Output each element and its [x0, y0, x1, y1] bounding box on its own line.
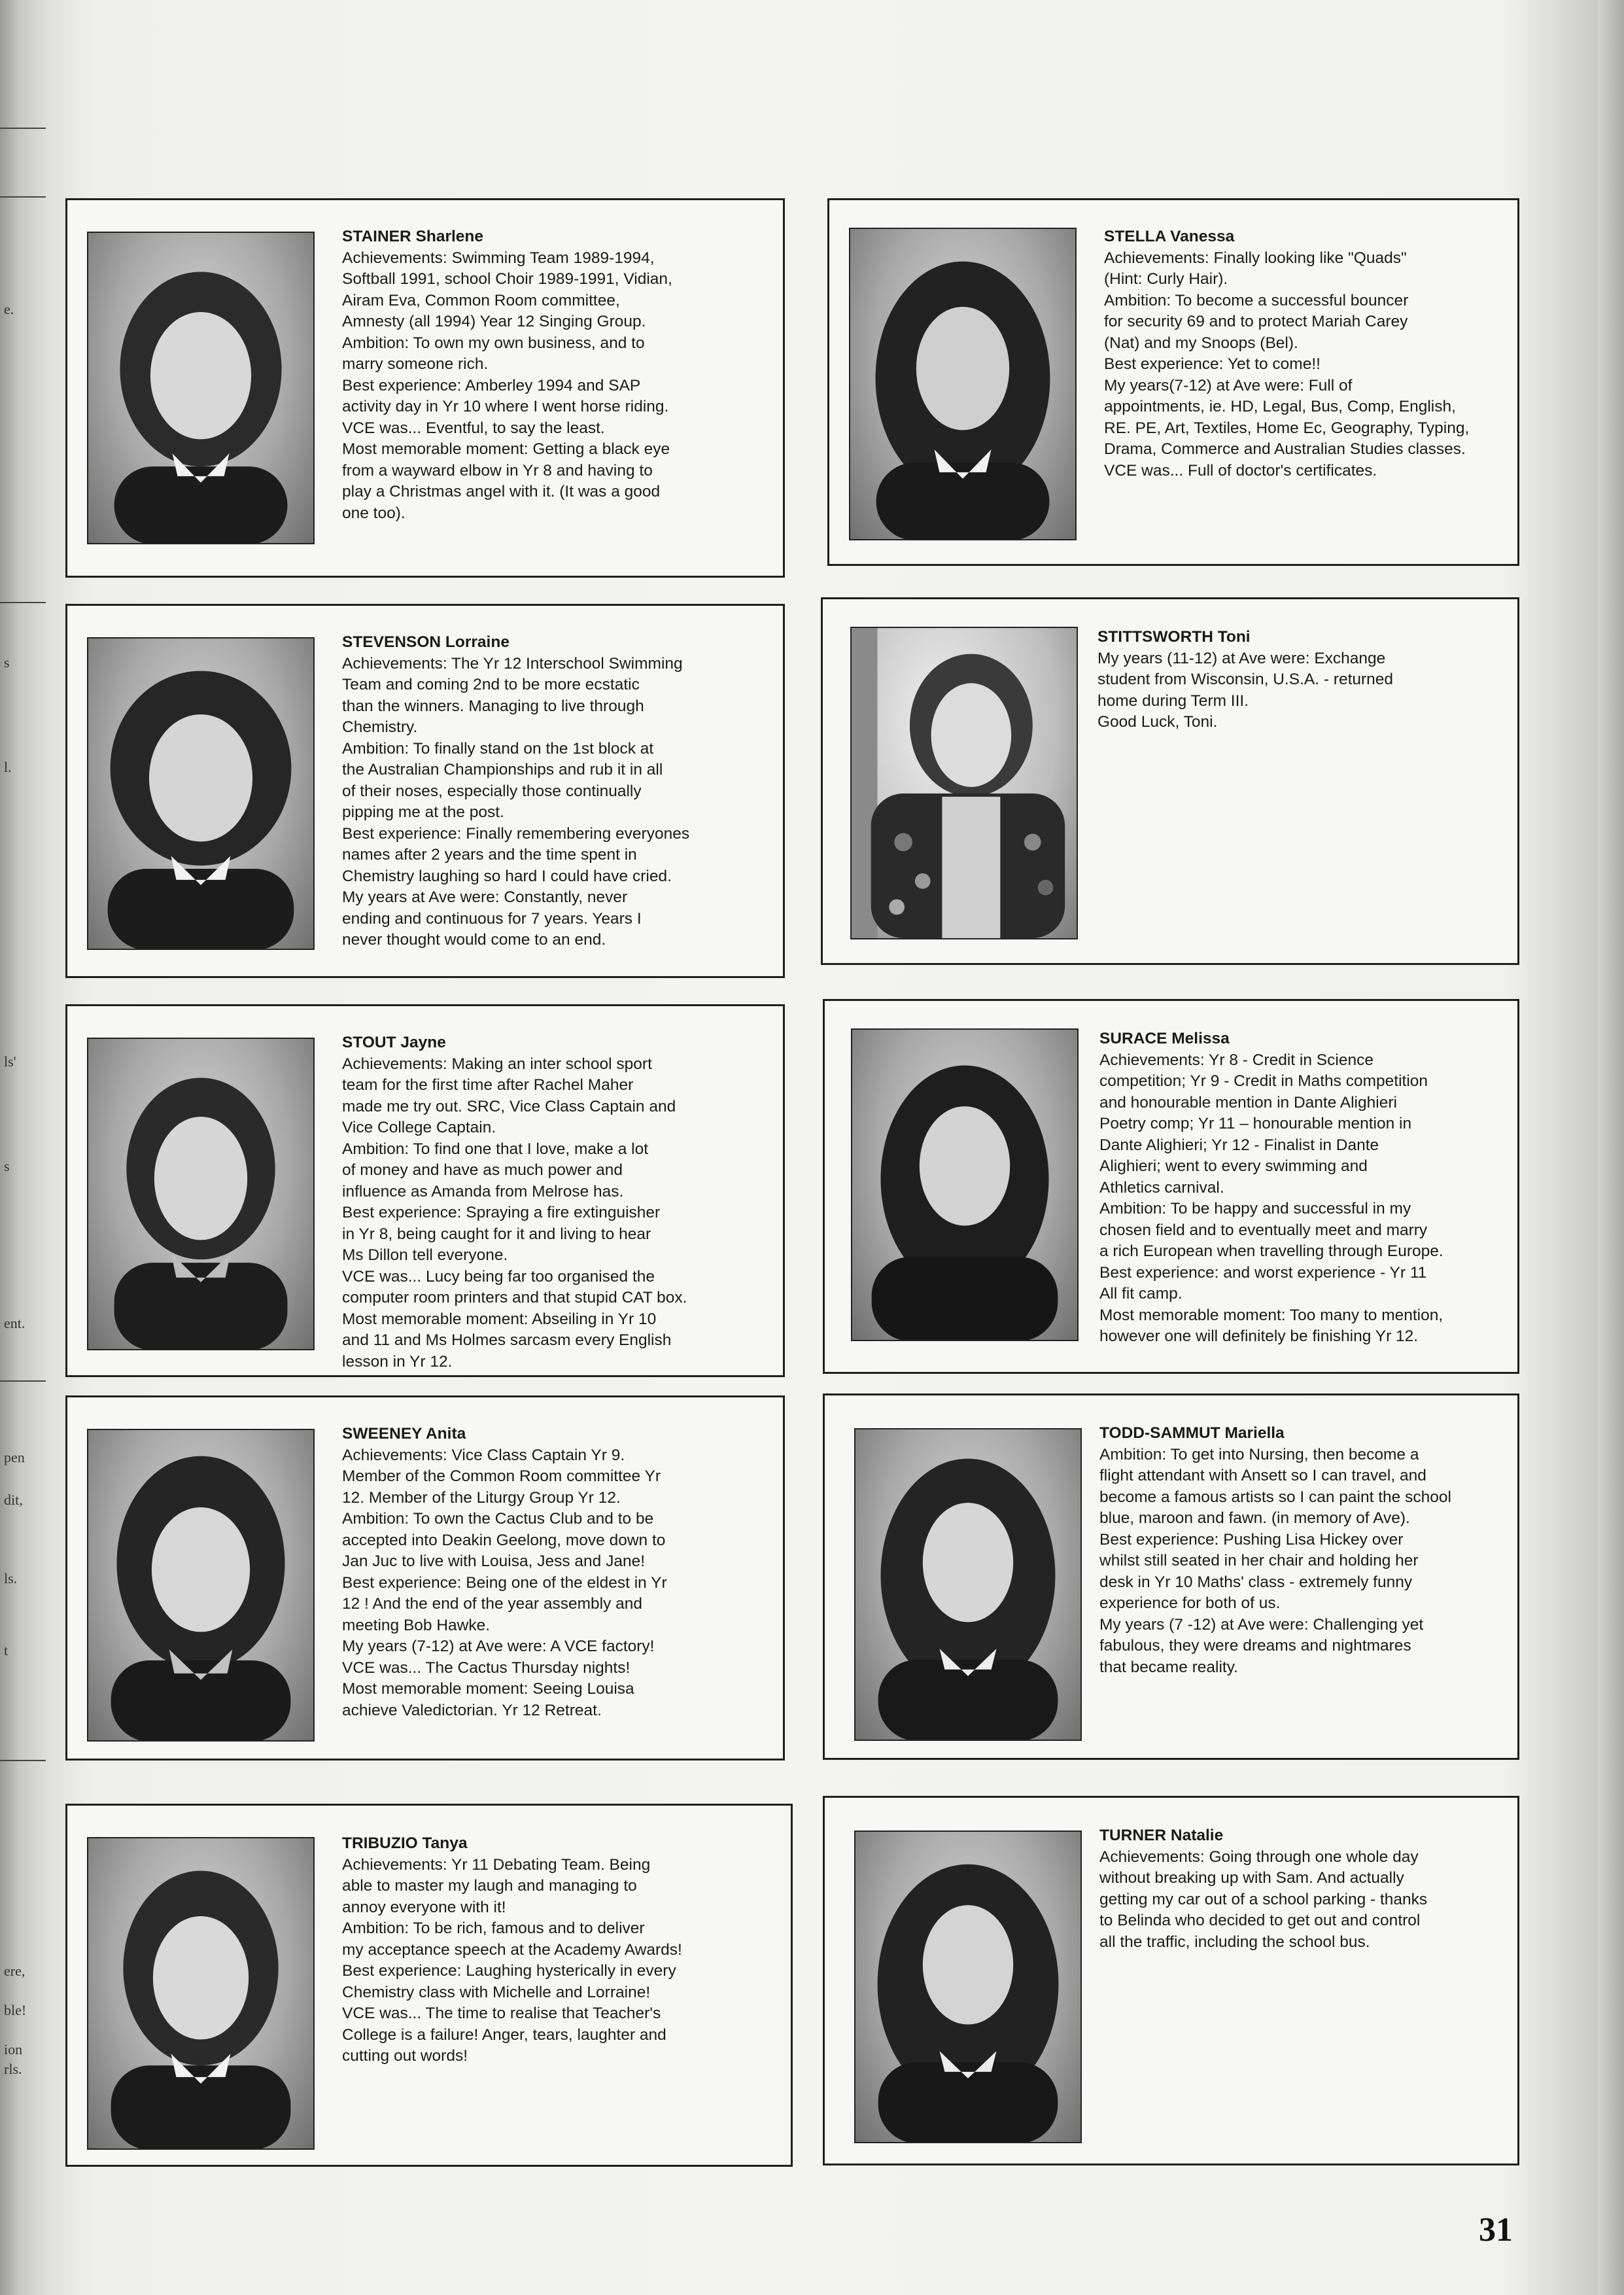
bio-line: Most memorable moment: Abseiling in Yr 10 [342, 1310, 657, 1328]
bio-line: Achievements: The Yr 12 Interschool Swimming [342, 654, 683, 673]
bio-line: experience for both of us. [1099, 1594, 1281, 1612]
bio-line: Achievements: Finally looking like "Quads" [1104, 249, 1407, 267]
prev-page-fragment: s [4, 1158, 10, 1174]
student-name: STAINER Sharlene [342, 228, 484, 245]
bio-line: appointments, ie. HD, Legal, Bus, Comp, English, [1104, 398, 1456, 415]
bio-line: Achievements: Yr 11 Debating Team. Being [342, 1855, 651, 1874]
student-photo [854, 1428, 1082, 1741]
student-bio [1099, 1825, 1492, 1953]
bio-line: play a Christmas angel with it. (It was a good [342, 483, 661, 500]
student-bio [1099, 1028, 1492, 1348]
student-card-sweeney [65, 1395, 785, 1761]
bio-line: VCE was... The time to realise that Teacher's [342, 2005, 661, 2022]
student-bio [342, 632, 734, 951]
bio-line: College is a failure! Anger, tears, laughter and [342, 2025, 666, 2044]
prev-page-fragment: pen [4, 1449, 25, 1465]
bio-line: Ambition: To get into Nursing, then become a [1099, 1445, 1419, 1463]
bio-line: Best experience: Being one of the eldest in Yr [342, 1573, 667, 1592]
prev-page-fragment: s [4, 654, 10, 671]
bio-line: from a wayward elbow in Yr 8 and having to [342, 461, 653, 480]
bio-line: blue, maroon and fawn. (in memory of Ave). [1099, 1509, 1410, 1527]
student-card-stella [827, 198, 1519, 566]
student-name: TRIBUZIO Tanya [342, 1834, 468, 1852]
bio-line: My years at Ave were: Constantly, never [342, 888, 628, 906]
bio-line: VCE was... The Cactus Thursday nights! [342, 1658, 631, 1677]
student-card-todd-sammut [823, 1393, 1519, 1760]
bio-line: activity day in Yr 10 where I went horse riding. [342, 398, 669, 415]
student-name: SWEENEY Anita [342, 1425, 466, 1443]
student-card-tribuzio [65, 1804, 793, 2167]
bio-line: chosen field and to eventually meet and marry [1099, 1221, 1428, 1239]
prev-page-fragment: dit, [4, 1492, 23, 1508]
bio-line: Vice College Captain. [342, 1119, 496, 1136]
student-card-surace [823, 999, 1519, 1374]
prev-page-fragment: ion [4, 2041, 23, 2058]
bio-line: Dante Alighieri; Yr 12 - Finalist in Dante [1099, 1136, 1379, 1154]
bio-line: become a famous artists so I can paint the school [1099, 1488, 1451, 1506]
bio-line: Best experience: Pushing Lisa Hickey over [1099, 1530, 1404, 1549]
bio-line: My years (7 -12) at Ave were: Challenging yet [1099, 1615, 1424, 1634]
bio-line: 12 ! And the end of the year assembly and [342, 1595, 643, 1613]
prev-page-fragment: ls. [4, 1570, 18, 1586]
bio-line: pipping me at the post. [342, 803, 504, 821]
bio-line: (Hint: Curly Hair). [1104, 270, 1228, 288]
bio-line: however one will definitely be finishing Yr 12. [1099, 1327, 1419, 1345]
bio-line: My years (11-12) at Ave were: Exchange [1097, 649, 1386, 667]
bio-line: Chemistry laughing so hard I could have cried. [342, 867, 672, 885]
bio-line: names after 2 years and the time spent in [342, 846, 637, 864]
student-card-stainer [65, 198, 785, 578]
bio-line: Best experience: Finally remembering everyones [342, 824, 690, 843]
bio-line: Best experience: Spraying a fire extinguisher [342, 1204, 661, 1221]
student-bio [342, 1424, 734, 1721]
bio-line: all the traffic, including the school bus. [1099, 1933, 1370, 1951]
bio-line: Best experience: Amberley 1994 and SAP [342, 376, 641, 394]
bio-line: Best experience: Yet to come!! [1104, 355, 1321, 373]
bio-line: Ambition: To become a successful bouncer [1104, 291, 1409, 309]
student-name: TURNER Natalie [1099, 1827, 1224, 1844]
bio-line: that became reality. [1099, 1658, 1238, 1676]
prev-page-fragment: ble! [4, 2002, 27, 2018]
prev-page-rule [0, 602, 46, 603]
bio-line: of their noses, especially those continually [342, 782, 642, 800]
bio-line: Alighieri; went to every swimming and [1099, 1157, 1368, 1175]
prev-page-rule [0, 128, 46, 129]
bio-line: Jan Juc to live with Louisa, Jess and Jane! [342, 1552, 646, 1570]
bio-line: Achievements: Making an inter school sport [342, 1055, 652, 1073]
bio-line: Softball 1991, school Choir 1989-1991, Vidian, [342, 270, 672, 288]
bio-line: made me try out. SRC, Vice Class Captain and [342, 1097, 676, 1115]
bio-line: my acceptance speech at the Academy Awards! [342, 1940, 682, 1959]
prev-page-fragment: t [4, 1642, 9, 1658]
student-name: STOUT Jayne [342, 1034, 446, 1051]
student-card-stevenson [65, 604, 785, 978]
bio-line: Best experience: and worst experience - Yr 11 [1099, 1263, 1427, 1282]
prev-page-fragment: ent. [4, 1315, 26, 1331]
prev-page-fragment: ere, [4, 1963, 26, 1979]
bio-line: and honourable mention in Dante Alighieri [1099, 1093, 1397, 1112]
bio-line: competition; Yr 9 - Credit in Maths competition [1099, 1072, 1428, 1090]
bio-line: the Australian Championships and rub it in all [342, 761, 663, 779]
bio-line: Most memorable moment: Too many to mention, [1099, 1306, 1443, 1324]
bio-line: My years (7-12) at Ave were: A VCE factory! [342, 1638, 655, 1655]
bio-line: one too). [342, 504, 406, 522]
student-bio [1104, 226, 1496, 482]
prev-page-fragment: ls' [4, 1053, 16, 1070]
bio-line: annoy everyone with it! [342, 1898, 506, 1916]
bio-line: accepted into Deakin Geelong, move down to [342, 1531, 666, 1549]
bio-line: able to master my laugh and managing to [342, 1877, 637, 1895]
bio-line: Poetry comp; Yr 11 – honourable mention in [1099, 1115, 1412, 1132]
bio-line: marry someone rich. [342, 355, 489, 373]
bio-line: student from Wisconsin, U.S.A. - returned [1097, 671, 1394, 688]
prev-page-fragment: rls. [4, 2061, 22, 2077]
student-photo [87, 1429, 315, 1742]
prev-page-fragment: e. [4, 301, 14, 317]
student-bio [342, 226, 734, 524]
bio-line: VCE was... Eventful, to say the least. [342, 419, 605, 437]
bio-line: influence as Amanda from Melrose has. [342, 1182, 624, 1200]
bio-line: Airam Eva, Common Room committee, [342, 291, 620, 309]
student-bio [342, 1032, 734, 1373]
bio-line: flight attendant with Ansett so I can travel, and [1099, 1467, 1426, 1484]
bio-line: 12. Member of the Liturgy Group Yr 12. [342, 1488, 621, 1507]
bio-line: Most memorable moment: Seeing Louisa [342, 1680, 634, 1698]
bio-line: of money and have as much power and [342, 1161, 623, 1179]
student-photo [854, 1831, 1082, 2143]
bio-line: RE. PE, Art, Textiles, Home Ec, Geography, Typing, [1104, 419, 1470, 437]
bio-line: Team and coming 2nd to be more ecstatic [342, 676, 640, 693]
bio-line: in Yr 8, being caught for it and living to hear [342, 1225, 651, 1243]
bio-line: Achievements: Vice Class Captain Yr 9. [342, 1446, 625, 1464]
bio-line: Ambition: To find one that I love, make a lot [342, 1140, 649, 1158]
student-bio [1099, 1423, 1492, 1678]
bio-line: getting my car out of a school parking - thanks [1099, 1890, 1428, 1908]
bio-line: Chemistry. [342, 718, 418, 736]
student-card-stittsworth [821, 597, 1519, 965]
bio-line: Drama, Commerce and Australian Studies classes. [1104, 440, 1466, 458]
bio-line: VCE was... Full of doctor's certificates. [1104, 461, 1377, 480]
student-photo [87, 1837, 315, 2150]
prev-page-fragment: l. [4, 759, 12, 775]
student-name: SURACE Melissa [1099, 1030, 1230, 1047]
bio-line: Achievements: Yr 8 - Credit in Science [1099, 1051, 1373, 1069]
page-number: 31 [1479, 2211, 1513, 2249]
bio-line: Most memorable moment: Getting a black eye [342, 440, 670, 458]
bio-line: Member of the Common Room committee Yr [342, 1467, 661, 1485]
prev-page-rule [0, 1380, 46, 1382]
bio-line: and 11 and Ms Holmes sarcasm every English [342, 1331, 672, 1349]
bio-line: My years(7-12) at Ave were: Full of [1104, 376, 1353, 394]
bio-line: Good Luck, Toni. [1097, 713, 1218, 731]
bio-line: (Nat) and my Snoops (Bel). [1104, 334, 1298, 352]
student-name: STEVENSON Lorraine [342, 633, 510, 651]
bio-line: Achievements: Going through one whole day [1099, 1848, 1419, 1866]
bio-line: achieve Valedictorian. Yr 12 Retreat. [342, 1701, 602, 1719]
student-name: TODD-SAMMUT Mariella [1099, 1424, 1285, 1442]
bio-line: never thought would come to an end. [342, 931, 606, 949]
bio-line: to Belinda who decided to get out and control [1099, 1912, 1421, 1929]
student-photo [850, 627, 1078, 939]
bio-line: computer room printers and that stupid CAT box. [342, 1289, 687, 1306]
bio-line: Athletics carnival. [1099, 1178, 1224, 1197]
bio-line: whilst still seated in her chair and holding her [1099, 1552, 1419, 1569]
bio-line: Chemistry class with Michelle and Lorraine! [342, 1983, 651, 2001]
student-name: STELLA Vanessa [1104, 228, 1235, 245]
bio-line: cutting out words! [342, 2047, 468, 2065]
bio-line: meeting Bob Hawke. [342, 1616, 491, 1634]
student-photo [87, 1038, 315, 1350]
bio-line: All fit camp. [1099, 1285, 1183, 1303]
bio-line: Amnesty (all 1994) Year 12 Singing Group. [342, 313, 646, 330]
student-name: STITTSWORTH Toni [1097, 628, 1251, 646]
prev-page-rule [0, 196, 46, 198]
prev-page-rule [0, 1760, 46, 1761]
previous-page-edge [0, 0, 51, 2295]
student-bio [342, 1833, 734, 2067]
bio-line: Ambition: To finally stand on the 1st block at [342, 739, 654, 758]
student-photo [849, 228, 1077, 540]
bio-line: fabulous, they were dreams and nightmares [1099, 1637, 1411, 1655]
bio-line: Ambition: To be rich, famous and to deliver [342, 1919, 645, 1937]
bio-line: lesson in Yr 12. [342, 1352, 453, 1371]
bio-line: Best experience: Laughing hysterically in every [342, 1962, 676, 1980]
bio-line: Achievements: Swimming Team 1989-1994, [342, 249, 655, 267]
student-bio [1097, 627, 1477, 733]
student-card-turner [823, 1796, 1519, 2165]
bio-line: desk in Yr 10 Maths' class - extremely funny [1099, 1573, 1413, 1591]
bio-line: than the winners. Managing to live through [342, 697, 644, 715]
bio-line: home during Term III. [1097, 692, 1249, 710]
student-photo [851, 1028, 1079, 1341]
bio-line: VCE was... Lucy being far too organised the [342, 1267, 655, 1286]
bio-line: without breaking up with Sam. And actually [1099, 1869, 1404, 1887]
bio-line: ending and continuous for 7 years. Years I [342, 909, 642, 928]
bio-line: for security 69 and to protect Mariah Carey [1104, 313, 1408, 330]
bio-line: Ambition: To own the Cactus Club and to be [342, 1510, 654, 1528]
bio-line: team for the first time after Rachel Maher [342, 1076, 634, 1094]
student-photo [87, 232, 315, 544]
student-photo [87, 637, 315, 950]
bio-line: Ms Dillon tell everyone. [342, 1246, 508, 1264]
page-right-edge [1598, 0, 1624, 2295]
bio-line: Ambition: To own my own business, and to [342, 334, 645, 352]
bio-line: a rich European when travelling through Europe. [1099, 1242, 1443, 1260]
bio-line: Ambition: To be happy and successful in my [1099, 1200, 1411, 1218]
student-card-stout [65, 1004, 785, 1377]
